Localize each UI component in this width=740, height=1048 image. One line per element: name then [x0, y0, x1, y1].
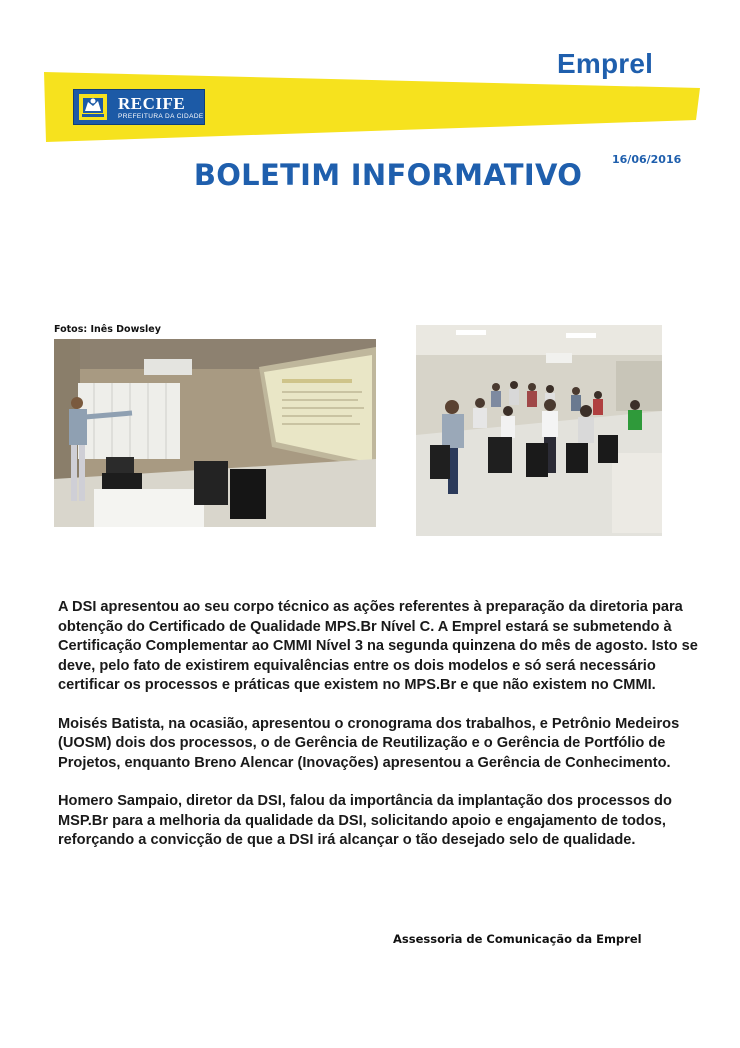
recife-name: RECIFE: [118, 94, 186, 113]
paragraph-2: Moisés Batista, na ocasião, apresentou o cronograma dos trabalhos, e Petrônio Medeiros (UOSM) dois dos processos, o de Gerência de Reutilização e o Gerência de Portfólio de Projetos, enquanto Breno Alencar (Inovações) apresentou a Gerência de Conhecimento.: [58, 715, 680, 771]
city-crest-icon: [78, 93, 108, 121]
photo-credit: Fotos: Inês Dowsley: [54, 324, 161, 335]
recife-logo: [73, 89, 205, 125]
emprel-logo: Emprel: [557, 48, 654, 79]
bulletin-date: 16/06/2016: [612, 153, 682, 166]
signature: Assessoria de Comunicação da Emprel: [393, 932, 642, 946]
paragraph-1: A DSI apresentou ao seu corpo técnico as ações referentes à preparação da diretoria para obtenção do Certificado de Qualidade MPS.Br Nível C. A Emprel estará se submetendo à Certificação Complementar ao CMMI Nível 3 na segunda quinzena do mês de agosto. Isto se deve, pelo fato de existirem equivalências entre os dois modelos e só será necessário certificar os processos e práticas que existem no MPS.Br e que não existem no CMMI.: [58, 599, 698, 693]
bulletin-body: [58, 598, 708, 870]
bulletin-title: BOLETIM INFORMATIVO: [193, 158, 583, 192]
photo-audience: [416, 325, 662, 536]
recife-subtitle: PREFEITURA DA CIDADE: [118, 113, 204, 120]
paragraph-3: Homero Sampaio, diretor da DSI, falou da importância da implantação dos processos do MSP.Br para a melhoria da qualidade da DSI, solicitando apoio e engajamento de todos, reforçando a convicção de que a DSI irá alcançar o tão desejado selo de qualidade.: [58, 793, 672, 848]
photo-presentation: [54, 339, 376, 527]
